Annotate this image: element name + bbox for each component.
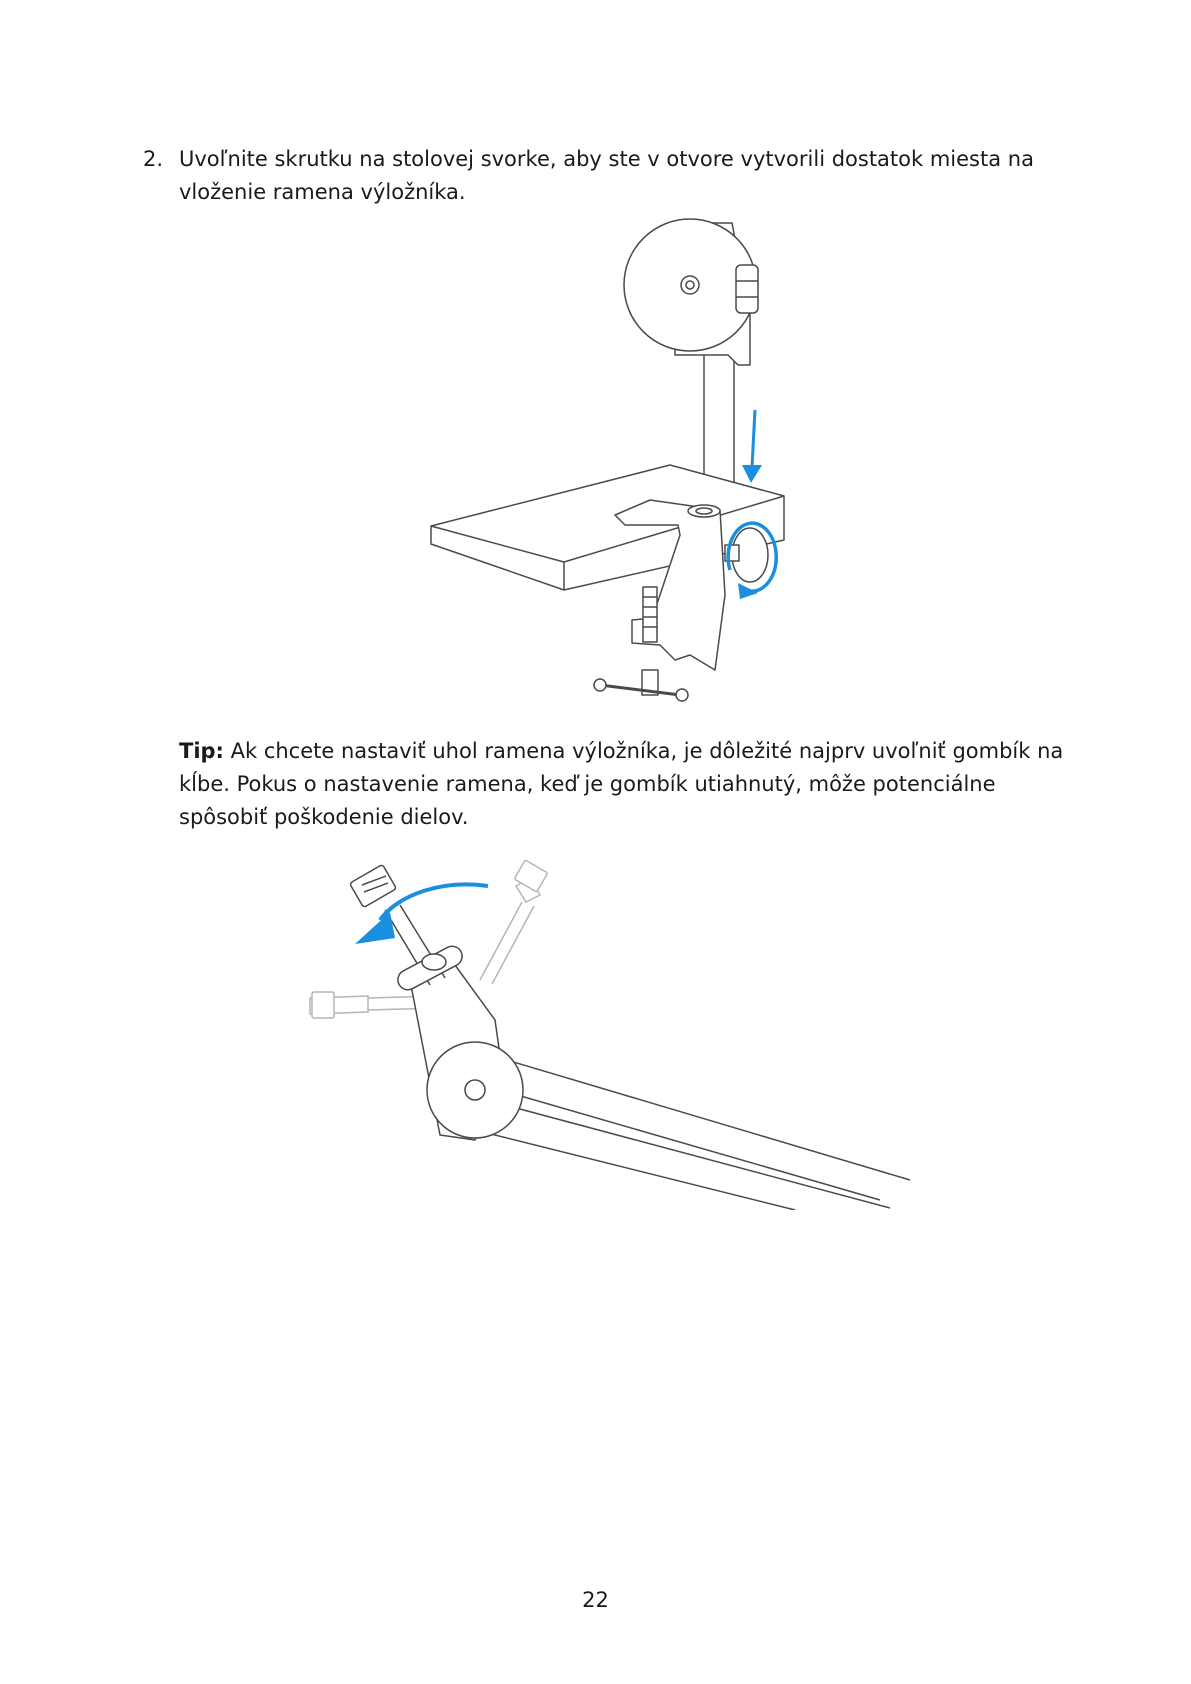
clamp-body: [615, 500, 725, 670]
tip-label: Tip:: [179, 739, 224, 763]
page-number: 22: [582, 1588, 609, 1612]
clamp-illustration: [420, 215, 800, 710]
insert-arrow: [742, 410, 762, 483]
clamp-screw: [643, 587, 657, 642]
mic-thread: [350, 864, 397, 907]
step-number: 2.: [143, 147, 164, 171]
step-text: Uvoľnite skrutku na stolovej svorke, aby ste v otvore vytvorili dostatok miesta na vloženie ramena výložníka.: [179, 147, 1034, 204]
tip-text: Ak chcete nastaviť uhol ramena výložníka, je dôležité najprv uvoľniť gombík na kĺbe. Pokus o nastavenie ramena, keď je gombík utiahnutý, môže potenciálne spôsobiť poškodenie dielov.: [179, 739, 1064, 829]
t-handle: [600, 685, 680, 695]
tip-paragraph: [179, 735, 1069, 834]
joint-knob: [736, 265, 758, 313]
joint-adjust-illustration: [290, 850, 930, 1210]
table-top: [431, 465, 784, 590]
